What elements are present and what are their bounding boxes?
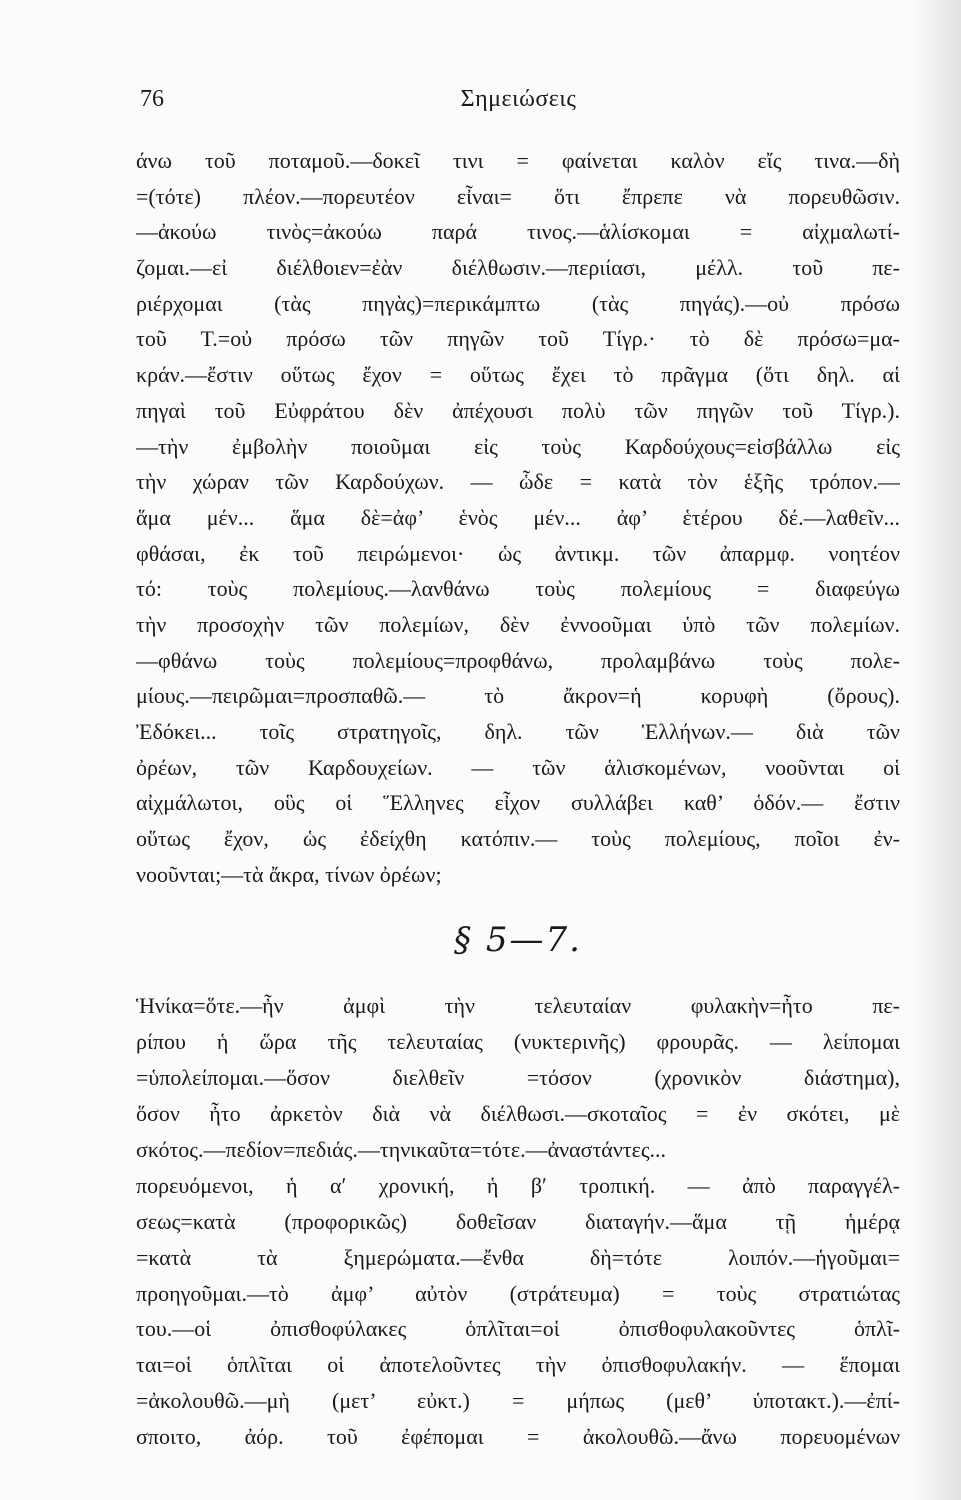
text-line: ἅμα μέν... ἅμα δὲ=ἀφ’ ἑνὸς μέν... ἀφ’ ἑτέρου δέ.—λαθεῖν...	[136, 504, 900, 530]
text-line: μίους.—πειρῶμαι=προσπαθῶ.— τὸ ἄκρον=ἡ κορυφὴ (ὄρους).	[136, 683, 900, 709]
text-line: =ὑπολείπομαι.—ὅσον διελθεῖν =τόσον (χρονικὸν διάστημα),	[136, 1065, 900, 1091]
text-line: προηγοῦμαι.—τὸ ἀμφ’ αὐτὸν (στράτευμα) = τοὺς στρατιώτας	[136, 1280, 900, 1306]
text-line: τοῦ Τ.=οὐ πρόσω τῶν πηγῶν τοῦ Τίγρ.· τὸ δὲ πρόσω=μα-	[136, 326, 900, 352]
text-line: Ἡνίκα=ὅτε.—ἦν ἀμφὶ τὴν τελευταίαν φυλακὴν=ἦτο πε-	[136, 993, 900, 1019]
text-line: τὴν προσοχὴν τῶν πολεμίων, δὲν ἐννοοῦμαι ὑπὸ τῶν πολεμίων.	[136, 611, 900, 637]
page-edge-shadow	[911, 0, 961, 1500]
section-heading: § 5—7.	[454, 920, 582, 961]
text-line: οὕτως ἔχον, ὡς ἐδείχθη κατόπιν.— τοὺς πολεμίους, ποῖοι ἐν-	[136, 826, 900, 852]
text-line: ὀρέων, τῶν Καρδουχείων. — τῶν ἁλισκομένων, νοοῦνται οἱ	[136, 754, 900, 780]
text-line: τὴν χώραν τῶν Καρδούχων. — ὧδε = κατὰ τὸν ἑξῆς τρόπον.—	[136, 469, 900, 495]
body-text	[136, 143, 900, 1455]
text-line: —ἀκούω τινὸς=ἀκούω παρά τινος.—ἁλίσκομαι = αἰχμαλωτί-	[136, 219, 900, 245]
text-line: ριέρχομαι (τὰς πηγὰς)=περικάμπτω (τὰς πηγάς).—οὐ πρόσω	[136, 290, 900, 316]
text-line: ὅσον ἦτο ἀρκετὸν διὰ νὰ διέλθωσι.—σκοταῖος = ἐν σκότει, μὲ	[136, 1101, 900, 1127]
running-title: Σημειώσεις	[460, 86, 577, 112]
text-line: φθάσαι, ἐκ τοῦ πειρώμενοι· ὡς ἀντικμ. τῶν ἀπαρμφ. νοητέον	[136, 540, 900, 566]
text-line: άνω τοῦ ποταμοῦ.—δοκεῖ τινι = φαίνεται καλὸν εἴς τινα.—δὴ	[136, 148, 900, 173]
text-line: =(τότε) πλέον.—πορευτέον εἶναι= ὅτι ἔπρεπε νὰ πορευθῶσιν.	[136, 183, 900, 209]
text-line: πορευόμενοι, ἡ αʹ χρονική, ἡ βʹ τροπική. — ἀπὸ παραγγέλ-	[136, 1172, 900, 1198]
text-line: =ἀκολουθῶ.—μὴ (μετ’ εὐκτ.) = μήπως (μεθ’ ὑποτακτ.).—ἐπί-	[136, 1388, 900, 1414]
text-line: —φθάνω τοὺς πολεμίους=προφθάνω, προλαμβάνω τοὺς πολε-	[136, 647, 900, 673]
page-number: 76	[140, 86, 164, 112]
text-line: τό: τοὺς πολεμίους.—λανθάνω τοὺς πολεμίους = διαφεύγω	[136, 576, 900, 602]
text-line: σεως=κατὰ (προφορικῶς) δοθεῖσαν διαταγήν.—ἅμα τῇ ἡμέρᾳ	[136, 1208, 900, 1234]
text-line: Ἐδόκει... τοῖς στρατηγοῖς, δηλ. τῶν Ἑλλήνων.— διὰ τῶν	[136, 719, 900, 744]
text-line: του.—οἱ ὀπισθοφύλακες ὁπλῖται=οἱ ὀπισθοφυλακοῦντες ὁπλῖ-	[136, 1316, 900, 1342]
notes-section-b	[136, 988, 900, 1455]
text-line: σποιτο, ἀόρ. τοῦ ἐφέπομαι = ἀκολουθῶ.—ἄνω πορευομένων	[136, 1424, 900, 1450]
text-line: ρίπου ἡ ὥρα τῆς τελευταίας (νυκτερινῆς) φρουρᾶς. — λείπομαι	[136, 1029, 900, 1055]
text-line: —τὴν ἐμβολὴν ποιοῦμαι εἰς τοὺς Καρδούχους=εἰσβάλλω εἰς	[136, 433, 900, 459]
text-line: κράν.—ἔστιν οὕτως ἔχον = οὕτως ἔχει τὸ πρᾶγμα (ὅτι δηλ. αἱ	[136, 362, 900, 388]
text-line: νοοῦνται;—τὰ ἄκρα, τίνων ὀρέων;	[136, 861, 442, 887]
text-line: αἰχμάλωτοι, οὓς οἱ Ἕλληνες εἶχον συλλάβει καθ’ ὁδόν.— ἔστιν	[136, 790, 900, 816]
text-line: πηγαὶ τοῦ Εὐφράτου δὲν ἀπέχουσι πολὺ τῶν πηγῶν τοῦ Τίγρ.).	[136, 397, 900, 423]
text-line: ται=οἱ ὁπλῖται οἱ ἀποτελοῦντες τὴν ὀπισθοφυλακήν. — ἕπομαι	[136, 1352, 900, 1378]
text-line: σκότος.—πεδίον=πεδιάς.—τηνικαῦτα=τότε.—ἀναστάντες...	[136, 1137, 667, 1162]
page-header	[140, 86, 897, 120]
text-line: ζομαι.—εἰ διέλθοιεν=ἐὰν διέλθωσιν.—περιίασι, μέλλ. τοῦ πε-	[136, 255, 900, 281]
notes-section-a	[136, 143, 900, 892]
text-line: =κατὰ τὰ ξημερώματα.—ἔνθα δὴ=τότε λοιπόν.—ἡγοῦμαι=	[136, 1244, 900, 1270]
